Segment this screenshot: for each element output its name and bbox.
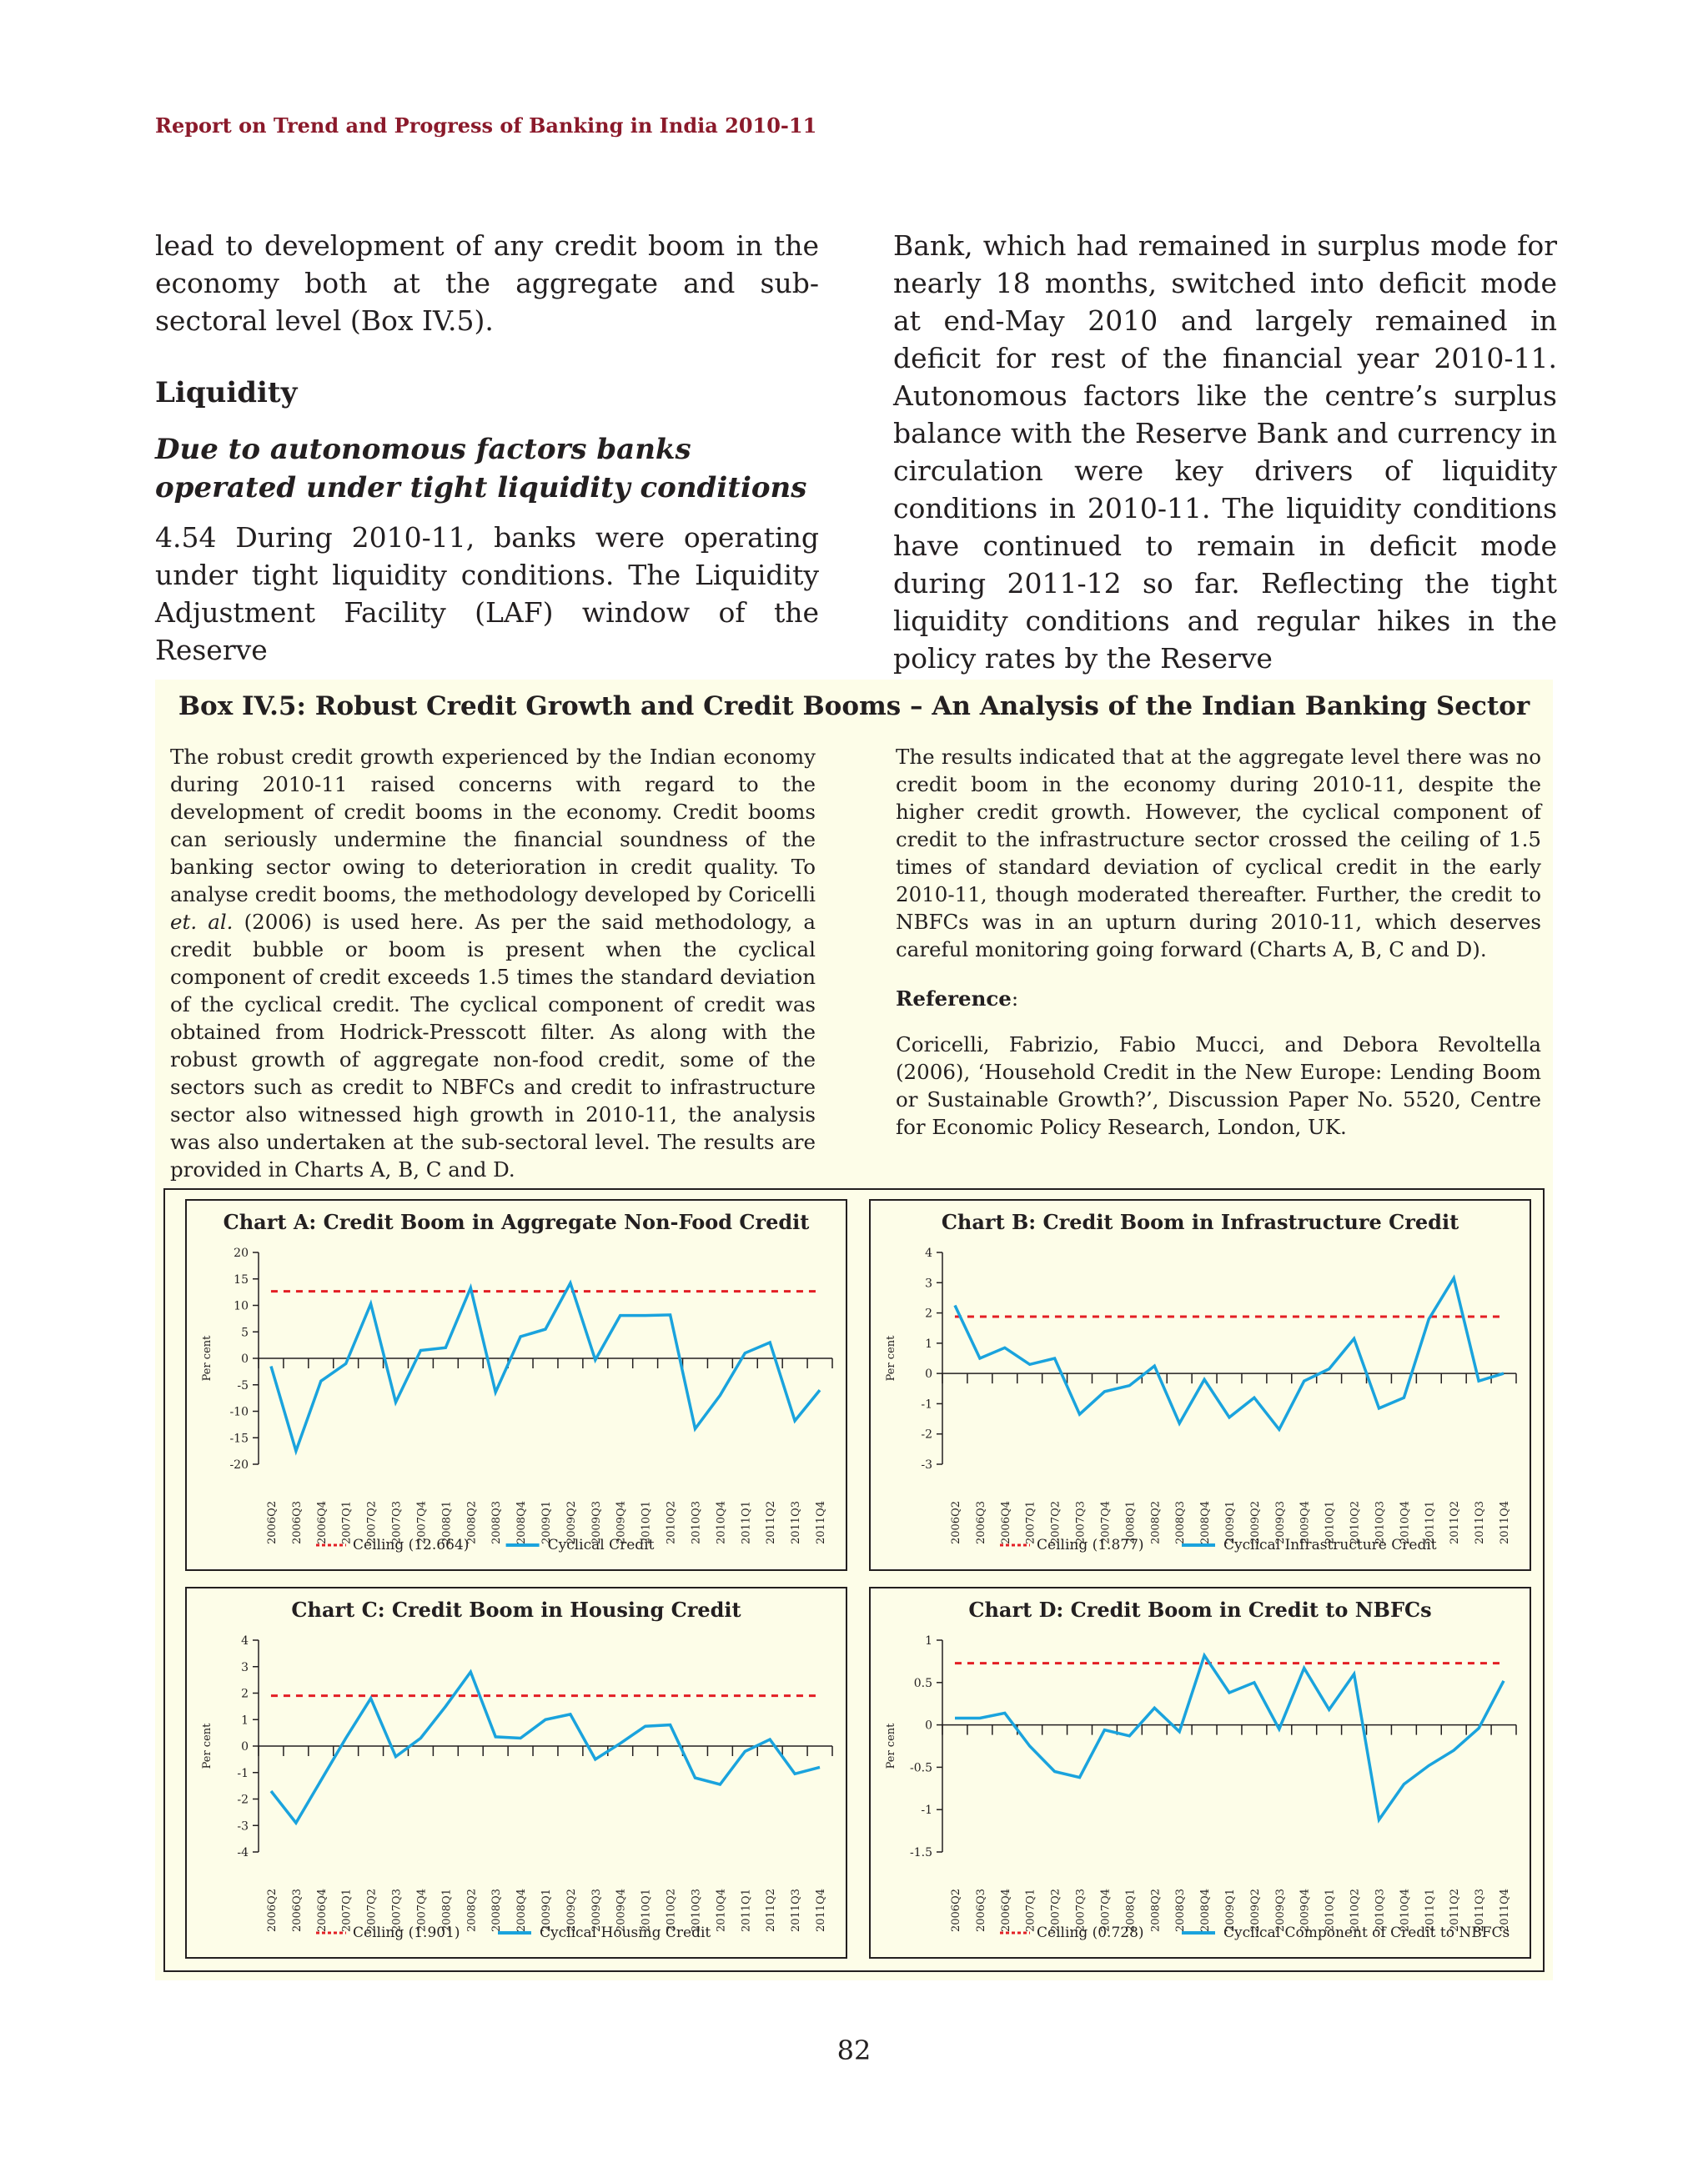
x-tick-label: 2011Q3 xyxy=(790,1888,803,1933)
x-tick-label: 2010Q1 xyxy=(1324,1500,1337,1545)
x-tick-label: 2006Q3 xyxy=(974,1888,987,1933)
chart-a-aggregate-non-food-credit xyxy=(185,1199,847,1571)
x-tick-label: 2006Q2 xyxy=(265,1888,279,1933)
box-right-paragraph: The results indicated that at the aggregate level there was no credit boom in the economy during 2010-11, despite the higher credit growth. However, the cyclical component of credit to the infrastructure sector crossed the ceiling of 1.5 times of standard deviation of cyclical credit in the early 2010-11, though moderated thereafter. Further, the credit to NBFCs was in an upturn during 2010-11, which deserves careful monitoring going forward (Charts A, B, C and D). xyxy=(896,745,1541,961)
x-tick-label: 2009Q3 xyxy=(590,1500,603,1545)
x-tick-label: 2006Q3 xyxy=(974,1500,987,1545)
x-tick-label: 2010Q3 xyxy=(690,1888,703,1933)
x-tick-label: 2010Q4 xyxy=(1399,1888,1412,1933)
x-tick-label: 2008Q4 xyxy=(1199,1888,1213,1933)
x-tick-label: 2009Q4 xyxy=(615,1888,628,1933)
x-tick-label: 2009Q1 xyxy=(540,1888,553,1933)
x-tick-label: 2010Q2 xyxy=(665,1500,678,1545)
x-tick-label: 2010Q3 xyxy=(1374,1888,1387,1933)
x-tick-label: 2011Q2 xyxy=(765,1888,778,1933)
x-tick-label: 2009Q1 xyxy=(1224,1500,1237,1545)
y-tick-label: -10 xyxy=(229,1405,249,1419)
y-tick-label: -2 xyxy=(921,1428,932,1442)
box-column-left xyxy=(170,743,816,1183)
x-tick-label: 2011Q2 xyxy=(1449,1888,1462,1933)
y-tick-label: -1.5 xyxy=(910,1846,932,1859)
x-tick-label: 2008Q4 xyxy=(515,1888,529,1933)
x-tick-label: 2007Q3 xyxy=(1074,1888,1088,1933)
y-tick-label: 0 xyxy=(925,1368,932,1382)
box-column-right xyxy=(896,743,1541,1141)
x-tick-label: 2008Q2 xyxy=(1149,1888,1163,1933)
x-tick-label: 2008Q2 xyxy=(465,1500,479,1545)
y-tick-label: 4 xyxy=(241,1634,249,1648)
chart-c-housing-credit xyxy=(185,1587,847,1959)
x-tick-label: 2009Q3 xyxy=(1273,1888,1287,1933)
x-tick-label: 2006Q2 xyxy=(265,1500,279,1545)
y-tick-label: 5 xyxy=(241,1326,249,1340)
chart-d-credit-to-nbfcs xyxy=(869,1587,1531,1959)
y-tick-label: 1 xyxy=(241,1714,249,1728)
y-tick-label: -3 xyxy=(237,1819,249,1834)
reference-colon: : xyxy=(1011,986,1019,1011)
y-axis-label: Per cent xyxy=(885,1335,897,1382)
x-tick-label: 2009Q4 xyxy=(615,1500,628,1545)
x-tick-label: 2007Q4 xyxy=(1099,1888,1113,1933)
box-left-text-2: (2006) is used here. As per the said methodology, a credit bubble or boom is present when the cyclical component of credit exceeds 1.5 times the standard deviation of the cyclical credit. The cyclical component of credit was obtained from Hodrick-Presscott filter. As along with the robust growth of aggregate non-food credit, some of the sectors such as credit to NBFCs and credit to infrastructure sector also witnessed high growth in 2010-11, the analysis was also undertaken at the sub-sectoral level. The results are provided in Charts A, B, C and D. xyxy=(170,910,816,1182)
paragraph-4-54-start: 4.54 During 2010-11, banks were operating under tight liquidity conditions. The Liquidity Adjustment Facility (LAF) window of the Reserve xyxy=(155,521,819,666)
y-tick-label: -2 xyxy=(237,1793,249,1807)
legend-series-label: Cyclical Housing Credit xyxy=(540,1925,711,1941)
chart-b-infrastructure-credit xyxy=(869,1199,1531,1571)
y-tick-label: 3 xyxy=(925,1277,932,1291)
running-header: Report on Trend and Progress of Banking in India 2010-11 xyxy=(155,113,817,138)
y-tick-label: -0.5 xyxy=(910,1761,932,1775)
box-left-text-1: The robust credit growth experienced by the Indian economy during 2010-11 raised concerns with regard to the development of credit booms in the economy. Credit booms can seriously undermine the financial soundness of the banking sector owing to deterioration in credit quality. To analyse credit booms, the methodology developed by Coricelli xyxy=(170,745,816,906)
legend-ceiling-label: Ceiling (0.728) xyxy=(1037,1925,1144,1941)
x-tick-label: 2006Q3 xyxy=(290,1888,304,1933)
chart-title: Chart D: Credit Boom in Credit to NBFCs xyxy=(968,1598,1432,1622)
section-heading: Liquidity xyxy=(155,376,298,409)
x-tick-label: 2007Q4 xyxy=(1099,1500,1113,1545)
y-tick-label: 20 xyxy=(234,1247,249,1260)
x-tick-label: 2007Q2 xyxy=(365,1888,379,1933)
y-tick-label: 4 xyxy=(925,1247,932,1260)
box-title: Box IV.5: Robust Credit Growth and Credit Booms – An Analysis of the Indian Banking Sector xyxy=(178,691,1530,721)
x-tick-label: 2010Q2 xyxy=(1349,1888,1362,1933)
body-column-left xyxy=(155,227,819,669)
x-tick-label: 2007Q2 xyxy=(1049,1888,1062,1933)
x-tick-label: 2009Q2 xyxy=(565,1888,578,1933)
x-tick-label: 2010Q2 xyxy=(665,1888,678,1933)
x-tick-label: 2007Q2 xyxy=(1049,1500,1062,1545)
x-tick-label: 2011Q3 xyxy=(1474,1888,1487,1933)
x-tick-label: 2007Q4 xyxy=(415,1500,429,1545)
x-tick-label: 2006Q2 xyxy=(949,1500,962,1545)
y-tick-label: 0.5 xyxy=(913,1676,932,1690)
x-tick-label: 2010Q2 xyxy=(1349,1500,1362,1545)
x-tick-label: 2009Q3 xyxy=(590,1888,603,1933)
chart-title: Chart C: Credit Boom in Housing Credit xyxy=(291,1598,741,1622)
intro-paragraph: lead to development of any credit boom in the economy both at the aggregate and sub-sectoral level (Box IV.5). xyxy=(155,229,819,337)
x-tick-label: 2008Q3 xyxy=(490,1500,504,1545)
x-tick-label: 2011Q2 xyxy=(1449,1500,1462,1545)
legend-ceiling-label: Ceiling (12.664) xyxy=(353,1537,470,1553)
x-tick-label: 2008Q2 xyxy=(1149,1500,1163,1545)
x-tick-label: 2006Q3 xyxy=(290,1500,304,1545)
paragraph-4-54-continued: Bank, which had remained in surplus mode for nearly 18 months, switched into deficit mode at end-May 2010 and largely remained in deficit for rest of the financial year 2010-11. Autonomous factors like the centre’s surplus balance with the Reserve Bank and currency in circulation were key drivers of liquidity conditions in 2010-11. The liquidity conditions have continued to remain in deficit mode during 2011-12 so far. Reflecting the tight liquidity conditions and regular hikes in the policy rates by the Reserve xyxy=(893,229,1557,675)
y-tick-label: -3 xyxy=(921,1458,932,1472)
x-tick-label: 2010Q1 xyxy=(1324,1888,1337,1933)
x-tick-label: 2007Q3 xyxy=(1074,1500,1088,1545)
x-tick-label: 2007Q1 xyxy=(340,1500,354,1545)
x-tick-label: 2010Q4 xyxy=(715,1888,728,1933)
x-tick-label: 2009Q2 xyxy=(1248,1888,1262,1933)
x-tick-label: 2009Q2 xyxy=(565,1500,578,1545)
x-tick-label: 2010Q4 xyxy=(1399,1500,1412,1545)
y-tick-label: -1 xyxy=(921,1398,932,1412)
x-tick-label: 2011Q1 xyxy=(740,1888,753,1933)
y-tick-label: 2 xyxy=(241,1687,249,1701)
x-tick-label: 2008Q2 xyxy=(465,1888,479,1933)
y-tick-label: 1 xyxy=(925,1634,932,1648)
legend-series-label: Cyclical Infrastructure Credit xyxy=(1223,1537,1437,1553)
y-tick-label: -1 xyxy=(921,1804,932,1818)
x-tick-label: 2009Q3 xyxy=(1273,1500,1287,1545)
x-tick-label: 2006Q4 xyxy=(315,1500,329,1545)
y-tick-label: 1 xyxy=(925,1337,932,1351)
x-tick-label: 2008Q1 xyxy=(1124,1888,1138,1933)
box-left-paragraph xyxy=(170,743,816,1183)
x-tick-label: 2009Q1 xyxy=(540,1500,553,1545)
reference-text: Coricelli, Fabrizio, Fabio Mucci, and Debora Revoltella (2006), ‘Household Credit in the New Europe: Lending Boom or Sustainable Growth?’, Discussion Paper No. 5520, Centre for Economic Policy Research, London, UK. xyxy=(896,1032,1541,1139)
chart-title: Chart A: Credit Boom in Aggregate Non-Food Credit xyxy=(223,1210,810,1234)
x-tick-label: 2011Q4 xyxy=(815,1500,828,1545)
et-al-text: et. al. xyxy=(170,910,234,934)
x-tick-label: 2011Q4 xyxy=(1499,1888,1512,1933)
x-tick-label: 2008Q3 xyxy=(1174,1500,1188,1545)
y-axis-label: Per cent xyxy=(885,1723,897,1769)
y-tick-label: 0 xyxy=(241,1740,249,1754)
y-tick-label: 10 xyxy=(234,1299,249,1313)
x-tick-label: 2011Q4 xyxy=(1499,1500,1512,1545)
y-tick-label: 3 xyxy=(241,1660,249,1674)
x-tick-label: 2007Q1 xyxy=(340,1888,354,1933)
x-tick-label: 2007Q4 xyxy=(415,1888,429,1933)
y-tick-label: -1 xyxy=(237,1766,249,1780)
legend-ceiling-label: Ceiling (1.877) xyxy=(1037,1537,1144,1553)
chart-title: Chart B: Credit Boom in Infrastructure Credit xyxy=(941,1210,1459,1234)
x-tick-label: 2007Q3 xyxy=(390,1888,404,1933)
x-tick-label: 2010Q1 xyxy=(640,1500,653,1545)
sub-heading: Due to autonomous factors banks operated under tight liquidity conditions xyxy=(155,433,807,504)
x-tick-label: 2006Q4 xyxy=(999,1888,1012,1933)
page-number: 82 xyxy=(836,2035,872,2066)
y-tick-label: -5 xyxy=(237,1378,249,1393)
y-tick-label: -20 xyxy=(229,1458,249,1472)
x-tick-label: 2009Q1 xyxy=(1224,1888,1237,1933)
x-tick-label: 2011Q2 xyxy=(765,1500,778,1545)
legend-ceiling-label: Ceiling (1.901) xyxy=(353,1925,460,1941)
x-tick-label: 2008Q1 xyxy=(1124,1500,1138,1545)
x-tick-label: 2008Q4 xyxy=(1199,1500,1213,1545)
y-tick-label: 15 xyxy=(234,1272,249,1287)
x-tick-label: 2008Q1 xyxy=(440,1888,454,1933)
x-tick-label: 2007Q1 xyxy=(1024,1888,1037,1933)
x-tick-label: 2006Q4 xyxy=(999,1500,1012,1545)
legend-series-label: Cyclical Component of Credit to NBFCs xyxy=(1223,1925,1510,1941)
y-tick-label: 0 xyxy=(925,1719,932,1733)
x-tick-label: 2009Q4 xyxy=(1299,1500,1312,1545)
x-tick-label: 2006Q4 xyxy=(315,1888,329,1933)
x-tick-label: 2011Q1 xyxy=(740,1500,753,1545)
x-tick-label: 2011Q3 xyxy=(790,1500,803,1545)
x-tick-label: 2007Q3 xyxy=(390,1500,404,1545)
x-tick-label: 2009Q4 xyxy=(1299,1888,1312,1933)
y-axis-label: Per cent xyxy=(201,1723,214,1769)
x-tick-label: 2008Q4 xyxy=(515,1500,529,1545)
x-tick-label: 2011Q3 xyxy=(1474,1500,1487,1545)
x-tick-label: 2010Q1 xyxy=(640,1888,653,1933)
reference-heading: Reference xyxy=(896,986,1012,1011)
x-tick-label: 2006Q2 xyxy=(949,1888,962,1933)
reference-heading-line xyxy=(896,985,1541,1012)
x-tick-label: 2010Q3 xyxy=(690,1500,703,1545)
y-tick-label: 0 xyxy=(241,1352,249,1366)
x-tick-label: 2011Q1 xyxy=(1424,1888,1437,1933)
body-column-right xyxy=(893,227,1557,677)
x-tick-label: 2010Q4 xyxy=(715,1500,728,1545)
y-tick-label: -15 xyxy=(229,1432,249,1446)
x-tick-label: 2007Q1 xyxy=(1024,1500,1037,1545)
y-tick-label: 2 xyxy=(925,1307,932,1321)
y-axis-label: Per cent xyxy=(201,1335,214,1382)
legend-series-label: Cyclical Credit xyxy=(547,1537,655,1553)
y-tick-label: -4 xyxy=(237,1846,249,1859)
x-tick-label: 2011Q4 xyxy=(815,1888,828,1933)
x-tick-label: 2010Q3 xyxy=(1374,1500,1387,1545)
x-tick-label: 2007Q2 xyxy=(365,1500,379,1545)
x-tick-label: 2009Q2 xyxy=(1248,1500,1262,1545)
x-tick-label: 2008Q3 xyxy=(490,1888,504,1933)
x-tick-label: 2008Q1 xyxy=(440,1500,454,1545)
x-tick-label: 2011Q1 xyxy=(1424,1500,1437,1545)
x-tick-label: 2008Q3 xyxy=(1174,1888,1188,1933)
